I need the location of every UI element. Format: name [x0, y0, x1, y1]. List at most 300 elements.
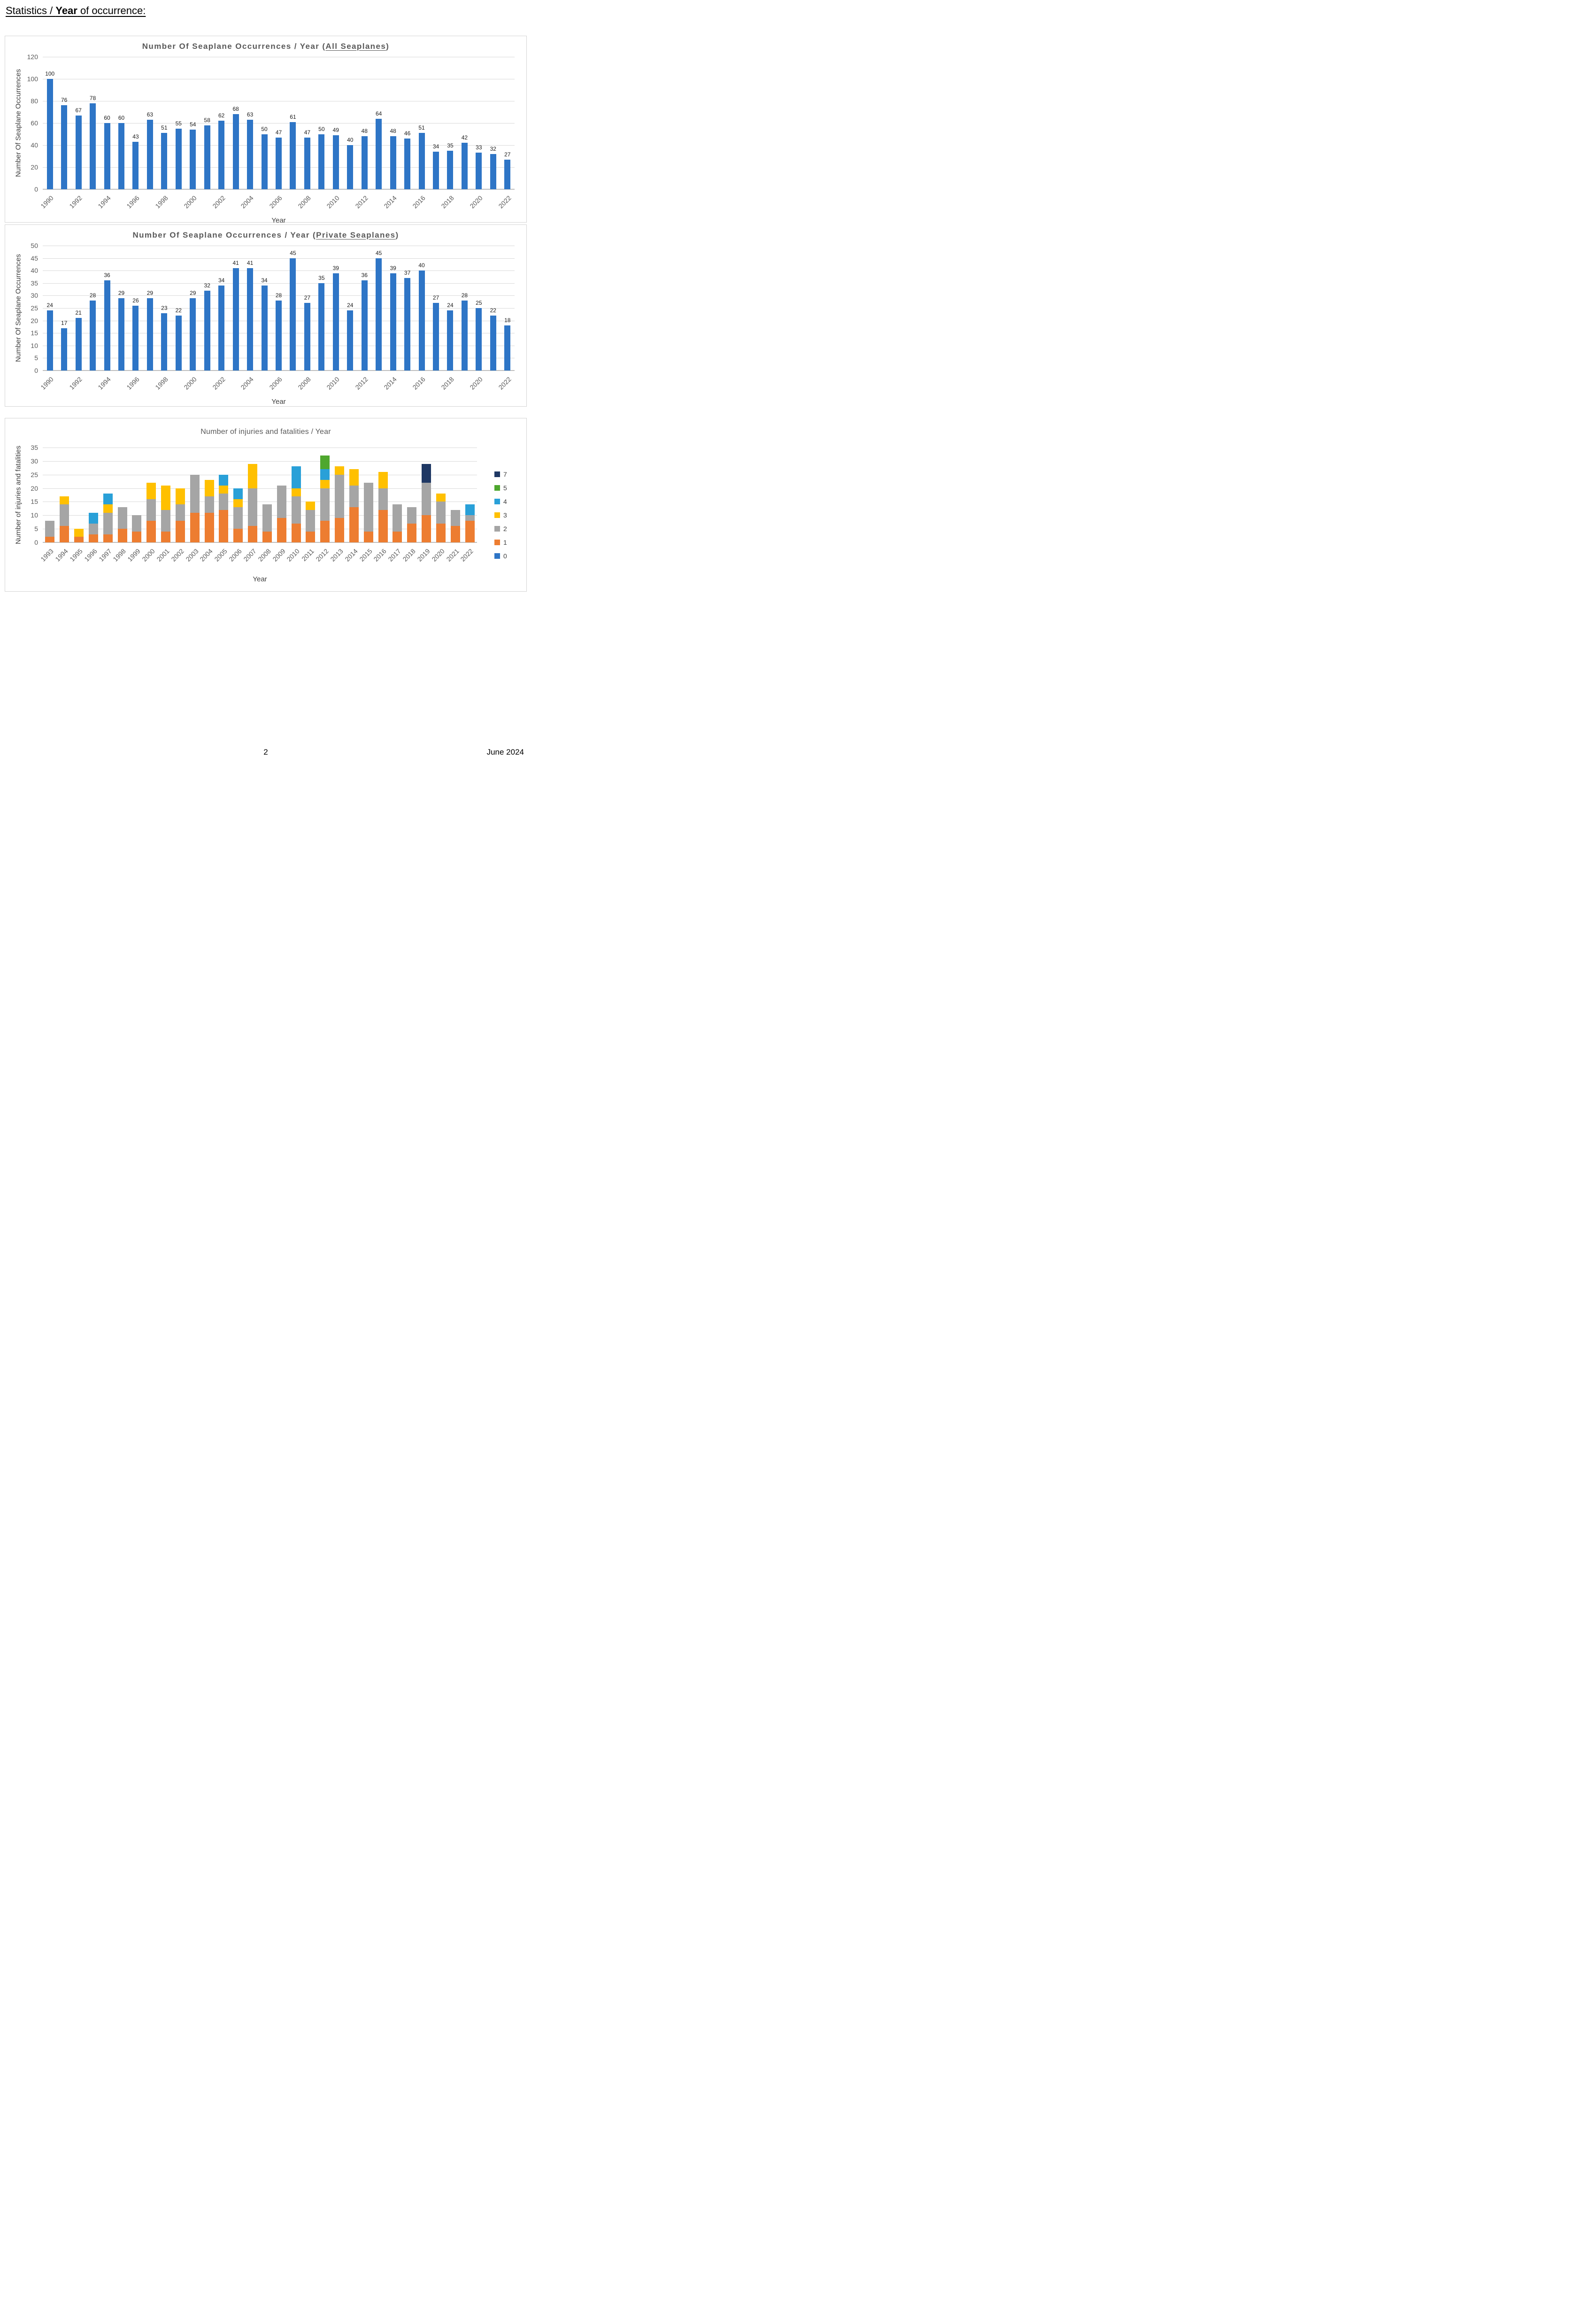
bar-2012	[362, 280, 368, 371]
bar-2021	[490, 154, 496, 189]
heading-suffix: of occurrence:	[77, 5, 146, 16]
page-number: 2	[263, 748, 268, 757]
bar-value-label: 46	[404, 130, 411, 137]
gridline	[43, 283, 515, 284]
x-tick-label: 2002	[169, 547, 185, 563]
bar-2001	[204, 291, 210, 371]
bar-value-label: 29	[118, 289, 125, 296]
chart-title-text: Number Of Seaplane Occurrences / Year (	[142, 42, 326, 51]
segment-1-1997	[103, 534, 113, 542]
legend-label: 3	[503, 511, 507, 519]
x-tick-label: 1996	[83, 547, 99, 563]
bar-value-label: 58	[204, 116, 210, 124]
legend-item-0	[494, 549, 507, 563]
x-tick-label: 2008	[296, 194, 313, 210]
bar-1994	[104, 280, 110, 371]
x-tick-label: 2000	[140, 547, 156, 563]
y-tick-label: 15	[31, 329, 38, 337]
bar-value-label: 35	[447, 142, 454, 149]
bar-2009	[318, 134, 324, 190]
x-tick-label: 2016	[411, 194, 427, 210]
segment-1-1999	[132, 532, 141, 542]
bar-2019	[462, 143, 468, 189]
bar-value-label: 76	[61, 97, 68, 104]
segment-1-1994	[60, 526, 69, 542]
segment-1-2004	[205, 513, 214, 542]
document-page	[0, 0, 531, 775]
x-tick-label: 1994	[96, 375, 112, 391]
bar-value-label: 27	[304, 294, 311, 301]
x-tick-label: 1993	[39, 547, 55, 563]
bar-2007	[290, 122, 296, 189]
bar-1993	[90, 301, 96, 371]
bar-1992	[76, 116, 82, 189]
y-tick-label: 5	[34, 525, 38, 533]
plot-area	[27, 53, 515, 224]
x-tick-label: 1996	[125, 375, 141, 391]
bar-value-label: 18	[504, 317, 511, 324]
bar-value-label: 67	[75, 107, 82, 114]
bar-value-label: 45	[375, 249, 382, 256]
bar-value-label: 50	[261, 125, 268, 132]
bar-2015	[404, 139, 410, 189]
bar-value-label: 47	[275, 129, 282, 136]
bar-value-label: 41	[246, 259, 254, 266]
bar-2010	[333, 273, 339, 371]
bar-value-label: 63	[146, 111, 154, 118]
segment-2-1998	[118, 507, 127, 529]
bar-value-label: 22	[490, 307, 496, 314]
segment-2-2010	[292, 496, 301, 524]
bar-2000	[190, 130, 196, 189]
legend-label: 0	[503, 552, 507, 560]
y-tick-label: 0	[34, 539, 38, 546]
y-tick-label: 50	[31, 242, 38, 249]
x-tick-label: 2012	[354, 194, 370, 210]
bar-1997	[147, 298, 153, 371]
x-tick-label: 2008	[256, 547, 272, 563]
bar-2008	[304, 138, 310, 189]
segment-3-1995	[74, 529, 84, 537]
bar-2018	[447, 310, 453, 371]
y-axis-title: Number of injuries and fatalities	[14, 445, 23, 545]
x-axis-title: Year	[271, 216, 286, 224]
segment-2-2008	[262, 504, 272, 532]
bar-value-label: 45	[290, 249, 296, 256]
bar-value-label: 28	[89, 292, 96, 299]
x-tick-label: 2012	[354, 375, 370, 391]
x-axis-title: Year	[271, 398, 286, 406]
x-tick-label: 1996	[125, 194, 141, 210]
bar-1990	[47, 79, 53, 189]
x-tick-label: 2003	[184, 547, 200, 563]
x-tick-label: 1995	[68, 547, 84, 563]
legend-item-3	[494, 508, 507, 522]
bar-value-label: 49	[332, 126, 339, 133]
bar-value-label: 36	[104, 272, 110, 279]
x-tick-label: 2010	[325, 375, 341, 391]
segment-2-2007	[248, 488, 257, 526]
x-tick-label: 2011	[300, 547, 316, 563]
bar-2010	[333, 135, 339, 189]
bar-value-label: 42	[461, 134, 468, 141]
x-tick-label: 2001	[155, 547, 171, 563]
x-tick-label: 2004	[239, 375, 255, 391]
legend-label: 7	[503, 470, 507, 478]
segment-1-2008	[262, 532, 272, 542]
gridline	[43, 270, 515, 271]
bar-1997	[147, 120, 153, 189]
bar-value-label: 68	[232, 106, 239, 113]
segment-1-2001	[161, 532, 170, 542]
x-tick-label: 2000	[182, 375, 198, 391]
segment-2-2001	[161, 510, 170, 532]
segment-3-1994	[60, 496, 69, 504]
segment-2-1993	[45, 521, 54, 537]
bar-value-label: 60	[104, 115, 110, 121]
bar-value-label: 32	[490, 145, 496, 152]
bar-value-label: 28	[461, 292, 468, 299]
x-tick-label: 2000	[182, 194, 198, 210]
segment-3-2000	[146, 483, 156, 499]
segment-1-2006	[233, 529, 243, 542]
bar-value-label: 47	[304, 129, 311, 136]
bar-2009	[318, 283, 324, 371]
x-tick-label: 2020	[468, 194, 484, 210]
x-tick-label: 2006	[227, 547, 243, 563]
x-tick-label: 2019	[416, 547, 431, 563]
bar-value-label: 54	[190, 121, 196, 128]
bar-1998	[161, 313, 167, 371]
segment-2-2000	[146, 499, 156, 521]
segment-2-2022	[465, 515, 475, 521]
x-tick-label: 2022	[497, 375, 513, 391]
bar-value-label: 48	[390, 128, 396, 135]
segment-2-2013	[335, 475, 344, 518]
legend-label: 4	[503, 497, 507, 505]
x-tick-label: 1990	[39, 194, 55, 210]
bar-1991	[61, 328, 67, 371]
bar-2016	[419, 133, 425, 189]
x-tick-label: 2014	[343, 547, 359, 563]
chart-title-text: Number of injuries and fatalities / Year	[200, 428, 331, 436]
segment-2-2004	[205, 496, 214, 513]
segment-2-2011	[306, 510, 315, 532]
bar-value-label: 28	[275, 292, 282, 299]
bar-2011	[347, 145, 353, 189]
segment-3-2001	[161, 486, 170, 510]
y-tick-label: 25	[31, 304, 38, 312]
segment-3-2012	[320, 480, 330, 488]
chart-title-suffix: )	[386, 42, 390, 51]
segment-1-2003	[190, 513, 200, 542]
bar-value-label: 17	[61, 319, 68, 326]
bar-value-label: 29	[190, 289, 196, 296]
x-tick-label: 2020	[468, 375, 484, 391]
chart-title-underlined: Private Seaplanes	[316, 231, 396, 239]
legend-label: 5	[503, 484, 507, 492]
legend-swatch	[494, 540, 500, 545]
bar-value-label: 26	[132, 297, 139, 304]
bar-value-label: 41	[232, 259, 239, 266]
gridline	[43, 488, 477, 489]
bar-2003	[233, 114, 239, 189]
bar-2017	[433, 303, 439, 371]
x-tick-label: 2005	[213, 547, 229, 563]
x-tick-label: 1998	[111, 547, 128, 563]
legend-item-2	[494, 522, 507, 535]
bar-2016	[419, 270, 425, 371]
bar-1992	[76, 318, 82, 371]
bar-value-label: 37	[404, 270, 411, 277]
bar-1996	[132, 142, 139, 189]
segment-2-2017	[393, 504, 402, 532]
bar-2006	[276, 301, 282, 371]
x-tick-label: 1990	[39, 375, 55, 391]
bar-1994	[104, 123, 110, 189]
y-tick-label: 5	[34, 354, 38, 362]
bar-value-label: 27	[432, 294, 439, 301]
gridline	[43, 123, 515, 124]
chart-panel-all-seaplanes	[5, 36, 527, 223]
bar-value-label: 35	[318, 274, 325, 281]
x-tick-label: 2008	[296, 375, 313, 391]
segment-1-2021	[451, 526, 460, 542]
segment-1-2005	[219, 510, 228, 542]
y-tick-label: 0	[34, 367, 38, 374]
page-heading	[6, 5, 146, 17]
x-tick-label: 2013	[329, 547, 345, 563]
bar-value-label: 34	[218, 277, 225, 284]
bar-2012	[362, 136, 368, 189]
bar-1993	[90, 103, 96, 189]
segment-3-1997	[103, 504, 113, 512]
bar-value-label: 39	[390, 264, 396, 271]
segment-4-2010	[292, 466, 301, 488]
segment-1-1998	[118, 529, 127, 542]
segment-4-2012	[320, 469, 330, 480]
bar-value-label: 34	[432, 143, 439, 150]
gridline	[43, 461, 477, 462]
bar-2000	[190, 298, 196, 371]
bar-1999	[176, 316, 182, 371]
legend-item-4	[494, 494, 507, 508]
x-tick-label: 2004	[239, 194, 255, 210]
x-tick-label: 2014	[382, 194, 398, 210]
segment-1-2017	[393, 532, 402, 542]
segment-2-1997	[103, 513, 113, 534]
x-tick-label: 2018	[439, 194, 455, 210]
segment-1-2016	[378, 510, 388, 542]
x-tick-label: 2006	[268, 375, 284, 391]
bar-2001	[204, 125, 210, 189]
legend-label: 1	[503, 538, 507, 546]
bar-2011	[347, 310, 353, 371]
segment-2-2021	[451, 510, 460, 526]
bar-value-label: 23	[161, 304, 168, 311]
x-tick-label: 2021	[445, 547, 461, 563]
heading-prefix: Statistics /	[6, 5, 56, 16]
legend-swatch	[494, 553, 500, 559]
bar-value-label: 25	[476, 300, 482, 306]
bar-2005	[262, 134, 268, 190]
segment-4-2006	[233, 488, 243, 499]
bar-2022	[504, 325, 510, 371]
bar-value-label: 78	[89, 94, 96, 101]
legend-swatch	[494, 526, 500, 532]
bar-value-label: 32	[204, 282, 210, 289]
x-tick-label: 2012	[314, 547, 330, 563]
y-tick-label: 0	[34, 185, 38, 193]
bar-value-label: 100	[45, 70, 55, 77]
segment-1-2000	[146, 521, 156, 542]
segment-3-2006	[233, 499, 243, 507]
bar-value-label: 33	[476, 144, 482, 151]
segment-1-2014	[349, 507, 359, 542]
segment-1-1995	[74, 537, 84, 542]
segment-4-2005	[219, 475, 228, 486]
segment-3-2016	[378, 472, 388, 488]
chart-title-suffix: )	[395, 231, 399, 239]
y-axis-title: Number Of Seaplane Occurrences	[14, 69, 23, 178]
segment-3-2004	[205, 480, 214, 496]
bar-2013	[376, 119, 382, 189]
x-tick-label: 2018	[401, 547, 417, 563]
x-tick-label: 1992	[68, 375, 84, 391]
page-heading-text	[6, 5, 146, 16]
bar-2003	[233, 268, 239, 371]
bar-2019	[462, 301, 468, 371]
bar-value-label: 64	[375, 110, 382, 117]
y-tick-label: 20	[31, 163, 38, 171]
plot-area	[31, 444, 477, 583]
segment-1-1996	[89, 534, 98, 542]
y-tick-label: 35	[31, 444, 38, 451]
y-tick-label: 40	[31, 141, 38, 149]
footer-date: June 2024	[486, 748, 524, 757]
bar-value-label: 48	[361, 128, 368, 135]
segment-4-1997	[103, 494, 113, 504]
bar-2014	[390, 273, 396, 371]
x-tick-label: 2007	[242, 547, 258, 563]
bar-value-label: 22	[175, 307, 182, 314]
legend	[494, 467, 507, 563]
chart-title	[5, 428, 526, 436]
chart-title	[5, 231, 526, 240]
segment-2-2006	[233, 507, 243, 529]
x-tick-label: 2002	[210, 194, 227, 210]
x-tick-label: 2010	[325, 194, 341, 210]
segment-1-1993	[45, 537, 54, 542]
segment-1-2002	[176, 521, 185, 542]
segment-3-2007	[248, 464, 257, 488]
segment-2-2003	[190, 475, 200, 513]
x-tick-label: 1997	[97, 547, 113, 563]
chart-panel-private-seaplanes	[5, 224, 527, 407]
legend-swatch	[494, 485, 500, 491]
x-axis-title: Year	[253, 575, 267, 583]
bar-2002	[218, 286, 224, 371]
bar-2020	[476, 153, 482, 189]
bar-value-label: 21	[75, 309, 82, 317]
y-tick-label: 80	[31, 97, 38, 105]
segment-1-2012	[320, 521, 330, 542]
x-tick-label: 2020	[430, 547, 446, 563]
segment-3-2002	[176, 488, 185, 505]
segment-1-2013	[335, 518, 344, 542]
x-tick-label: 2018	[439, 375, 455, 391]
bar-2018	[447, 151, 453, 189]
x-tick-label: 2017	[386, 547, 403, 563]
bar-value-label: 27	[504, 151, 511, 158]
gridline	[43, 258, 515, 259]
segment-2-1994	[60, 504, 69, 526]
bar-value-label: 60	[118, 115, 125, 121]
y-tick-label: 10	[31, 511, 38, 519]
x-tick-label: 1994	[96, 194, 112, 210]
bar-2005	[262, 286, 268, 371]
bar-2004	[247, 268, 253, 371]
x-tick-label: 2009	[271, 547, 287, 563]
segment-1-2010	[292, 524, 301, 542]
bar-2013	[376, 258, 382, 371]
y-tick-label: 60	[31, 119, 38, 127]
chart-title-text: Number Of Seaplane Occurrences / Year (	[132, 231, 316, 239]
bar-1995	[118, 298, 124, 371]
segment-5-2012	[320, 456, 330, 469]
segment-2-2016	[378, 488, 388, 510]
legend-item-5	[494, 481, 507, 494]
y-tick-label: 15	[31, 498, 38, 506]
bar-value-label: 51	[418, 124, 425, 131]
bar-value-label: 40	[418, 262, 425, 269]
bar-2004	[247, 120, 253, 189]
segment-2-1996	[89, 524, 98, 534]
segment-2-2019	[422, 483, 431, 515]
segment-3-2005	[219, 486, 228, 494]
segment-2-2014	[349, 486, 359, 507]
x-tick-label: 2010	[285, 547, 301, 563]
segment-2-2005	[219, 494, 228, 510]
y-axis-title: Number Of Seaplane Occurrences	[14, 254, 23, 363]
x-tick-label: 1999	[126, 547, 142, 563]
bar-2007	[290, 258, 296, 371]
y-tick-label: 20	[31, 317, 38, 324]
x-tick-label: 2015	[358, 547, 374, 563]
plot-area	[31, 242, 515, 406]
segment-1-2018	[407, 524, 416, 542]
bar-2021	[490, 316, 496, 371]
bar-2002	[218, 121, 224, 189]
segment-2-2002	[176, 504, 185, 521]
legend-swatch	[494, 471, 500, 477]
chart-title-underlined: All Seaplanes	[325, 42, 386, 51]
segment-1-2020	[436, 524, 446, 542]
segment-2-2018	[407, 507, 416, 524]
x-tick-label: 1992	[68, 194, 84, 210]
chart-panel-injuries-fatalities	[5, 418, 527, 592]
bar-value-label: 39	[332, 264, 339, 271]
bar-value-label: 43	[132, 133, 139, 140]
bar-1991	[61, 105, 67, 189]
segment-3-2013	[335, 466, 344, 474]
bar-2022	[504, 160, 510, 189]
x-tick-label: 1998	[154, 194, 169, 210]
bar-1995	[118, 123, 124, 189]
bar-value-label: 51	[161, 124, 168, 131]
x-tick-label: 2016	[372, 547, 388, 563]
legend-label: 2	[503, 525, 507, 533]
